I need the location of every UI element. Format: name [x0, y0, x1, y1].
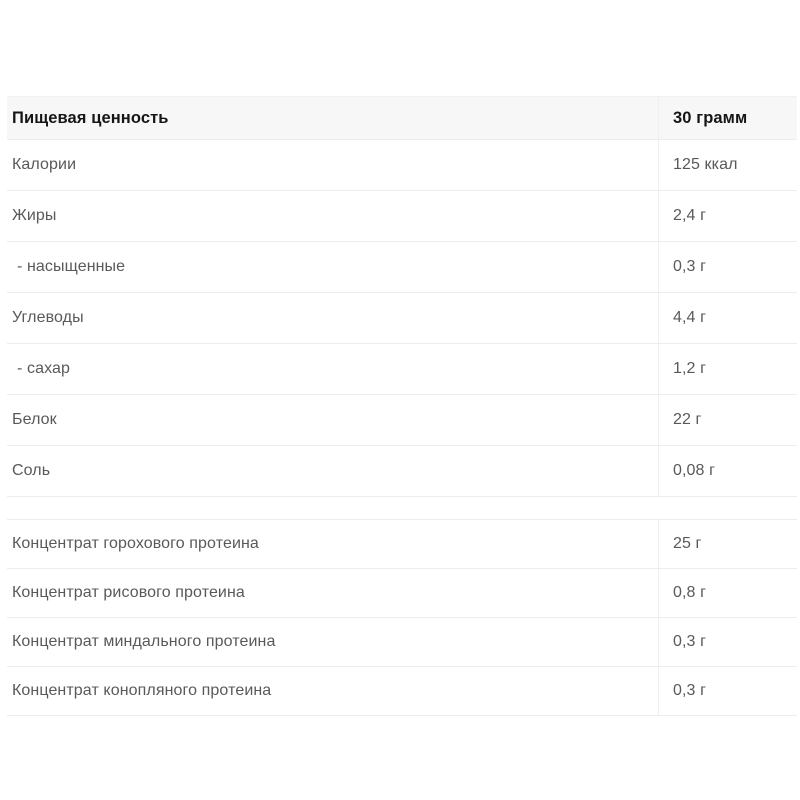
table-row-calories [7, 139, 797, 190]
row-value: 2,4 г [658, 191, 797, 241]
ingredients-table [7, 519, 797, 716]
row-value: 125 ккал [658, 140, 797, 190]
row-value: 0,3 г [658, 667, 797, 715]
row-value: 0,08 г [658, 446, 797, 496]
row-value: 0,8 г [658, 569, 797, 617]
table-row-protein [7, 394, 797, 445]
row-label: Жиры [12, 207, 57, 224]
table-row-fats [7, 190, 797, 241]
table-row-hemp-protein [7, 666, 797, 715]
row-value: 4,4 г [658, 293, 797, 343]
row-value: 1,2 г [658, 344, 797, 394]
row-value: 0,3 г [658, 242, 797, 292]
row-label: Концентрат горохового протеина [12, 535, 259, 552]
row-label: Концентрат миндального протеина [12, 633, 276, 650]
row-label: Калории [12, 156, 77, 173]
nutrition-header-label: Пищевая ценность [12, 108, 169, 127]
table-row-salt [7, 445, 797, 496]
row-label: Углеводы [12, 309, 84, 326]
nutrition-table [7, 96, 797, 497]
table-row-rice-protein [7, 568, 797, 617]
row-label: Концентрат конопляного протеина [12, 682, 272, 699]
row-label: - насыщенные [17, 258, 126, 275]
nutrition-facts-container [7, 96, 797, 716]
table-row-almond-protein [7, 617, 797, 666]
table-row-pea-protein [7, 520, 797, 568]
table-row-saturated-fats [7, 241, 797, 292]
row-label: Концентрат рисового протеина [12, 584, 245, 601]
row-value: 0,3 г [658, 618, 797, 666]
nutrition-table-header-row [7, 96, 797, 139]
table-row-carbohydrates [7, 292, 797, 343]
row-value: 22 г [658, 395, 797, 445]
row-label: - сахар [17, 360, 70, 377]
row-label: Соль [12, 462, 51, 479]
row-value: 25 г [658, 520, 797, 568]
row-label: Белок [12, 411, 57, 428]
nutrition-header-value: 30 грамм [658, 97, 797, 139]
table-row-sugar [7, 343, 797, 394]
